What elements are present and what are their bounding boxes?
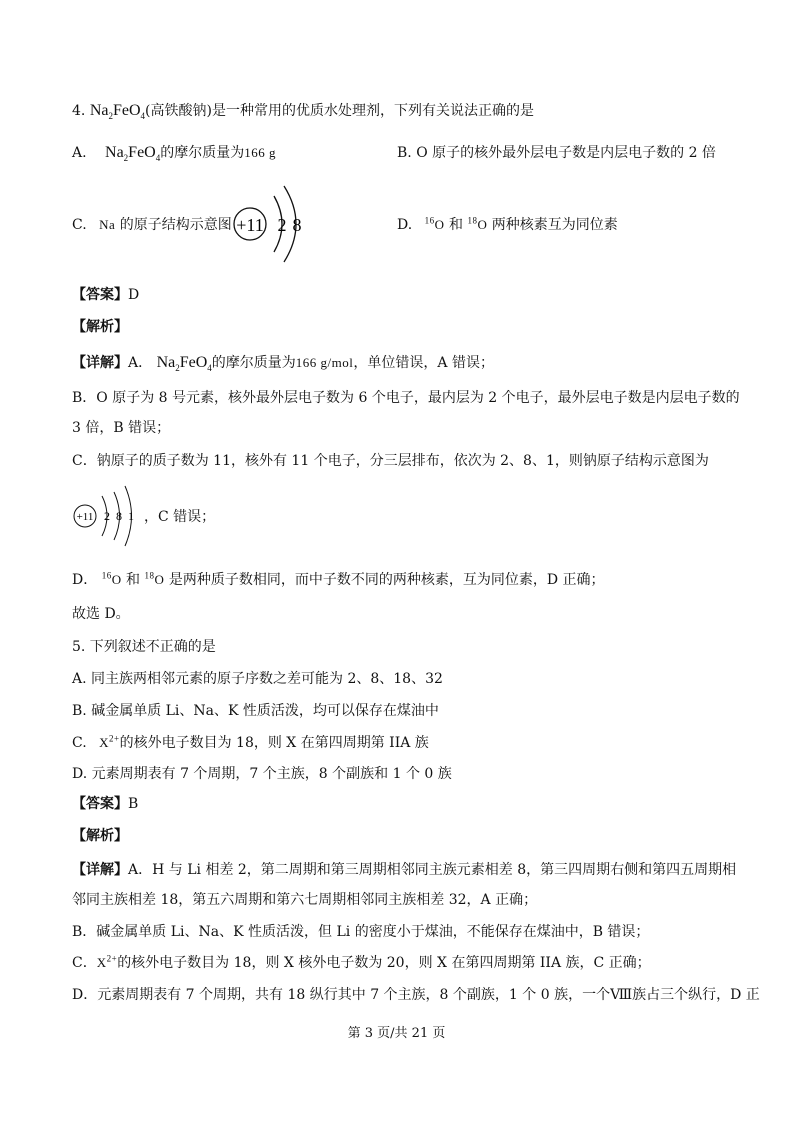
q5-stem: 5. 下列叙述不正确的是 bbox=[72, 639, 216, 655]
q5-exp-a-line1: 【详解】A．H 与 Li 相差 2，第二周期和第三周期相邻同主族元素相差 8，第三四周期右侧和第四五周期相 bbox=[72, 862, 737, 878]
q4-exp-b-line2: 3 倍，B 错误； bbox=[72, 420, 171, 436]
q5-analysis-label: 【解析】 bbox=[72, 828, 128, 844]
q4-exp-c-line1: C．钠原子的质子数为 11，核外有 11 个电子，分三层排布，依次为 2、8、1，则钠原子结构示意图为 bbox=[72, 453, 709, 469]
shell-3-electrons: 1 bbox=[128, 509, 134, 523]
q5-option-b: B. 碱金属单质 Li、Na、K 性质活泼，均可以保存在煤油中 bbox=[72, 703, 439, 719]
q4-option-d: D. $^{16}$O 和 $^{18}$O 两种核素互为同位素 bbox=[397, 215, 618, 233]
q5-exp-c: C．$X^{2+}$的核外电子数目为 18，则 X 核外电子数为 20，则 X 在第四周期第 IIA 族，C 正确； bbox=[72, 953, 651, 971]
q5-exp-b: B．碱金属单质 Li、Na、K 性质活泼，但 Li 的密度小于煤油，不能保存在煤油中，B 错误； bbox=[72, 924, 650, 940]
q4-option-a: A. $Na_2FeO_4$的摩尔质量为166 g bbox=[72, 144, 276, 164]
na-atom-structure-diagram-full bbox=[72, 484, 152, 548]
q5-exp-d: D．元素周期表有 7 个周期，共有 18 纵行其中 7 个主族，8 个副族，1 个 0 族，一个Ⅷ族占三个纵行，D 正 bbox=[72, 987, 760, 1003]
q5-option-d: D. 元素周期表有 7 个周期，7 个主族，8 个副族和 1 个 0 族 bbox=[72, 766, 452, 782]
q5-answer: 【答案】B bbox=[72, 796, 139, 812]
na-atom-structure-diagram bbox=[230, 182, 320, 264]
q4-analysis-label: 【解析】 bbox=[72, 319, 128, 335]
q4-answer: 【答案】D bbox=[72, 287, 140, 303]
q4-exp-c-conclusion: ，C 错误； bbox=[144, 509, 216, 525]
q4-exp-a: 【详解】A． $Na_2FeO_4$的摩尔质量为166 g/mol，单位错误，A 错误； bbox=[72, 354, 494, 374]
shell-2-electrons: 8 bbox=[292, 215, 302, 235]
page-footer: 第 3 页/共 21 页 bbox=[347, 1026, 446, 1041]
q5-option-a: A. 同主族两相邻元素的原子序数之差可能为 2、8、18、32 bbox=[72, 671, 443, 687]
q5-exp-a-line2: 邻同主族相差 18，第五六周期和第六七周期相邻同主族相差 32，A 正确； bbox=[72, 892, 538, 908]
q5-option-c: C. $X^{2+}$的核外电子数目为 18，则 X 在第四周期第 IIA 族 bbox=[72, 733, 429, 751]
q4-option-b: B. O 原子的核外最外层电子数是内层电子数的 2 倍 bbox=[397, 145, 716, 161]
nucleus-charge: +11 bbox=[76, 511, 94, 523]
q4-stem: 4. $Na_2FeO_4$(高铁酸钠)是一种常用的优质水处理剂，下列有关说法正确的是 bbox=[72, 102, 534, 122]
nucleus-charge: +11 bbox=[236, 215, 264, 235]
shell-1-electrons: 2 bbox=[104, 509, 110, 523]
q4-option-c: C. Na 的原子结构示意图 bbox=[72, 217, 232, 233]
q4-conclusion: 故选 D。 bbox=[72, 606, 130, 622]
q4-formula: $Na_2FeO_4$ bbox=[89, 102, 146, 122]
shell-1-electrons: 2 bbox=[277, 215, 287, 235]
shell-2-electrons: 8 bbox=[116, 509, 122, 523]
q4-exp-d: D． $^{16}$O 和 $^{18}$O 是两种质子数相同，而中子数不同的两种核素，互为同位素，D 正确； bbox=[72, 570, 605, 588]
q4-exp-b-line1: B．O 原子为 8 号元素，核外最外层电子数为 6 个电子，最内层为 2 个电子，最外层电子数是内层电子数的 bbox=[72, 390, 740, 406]
